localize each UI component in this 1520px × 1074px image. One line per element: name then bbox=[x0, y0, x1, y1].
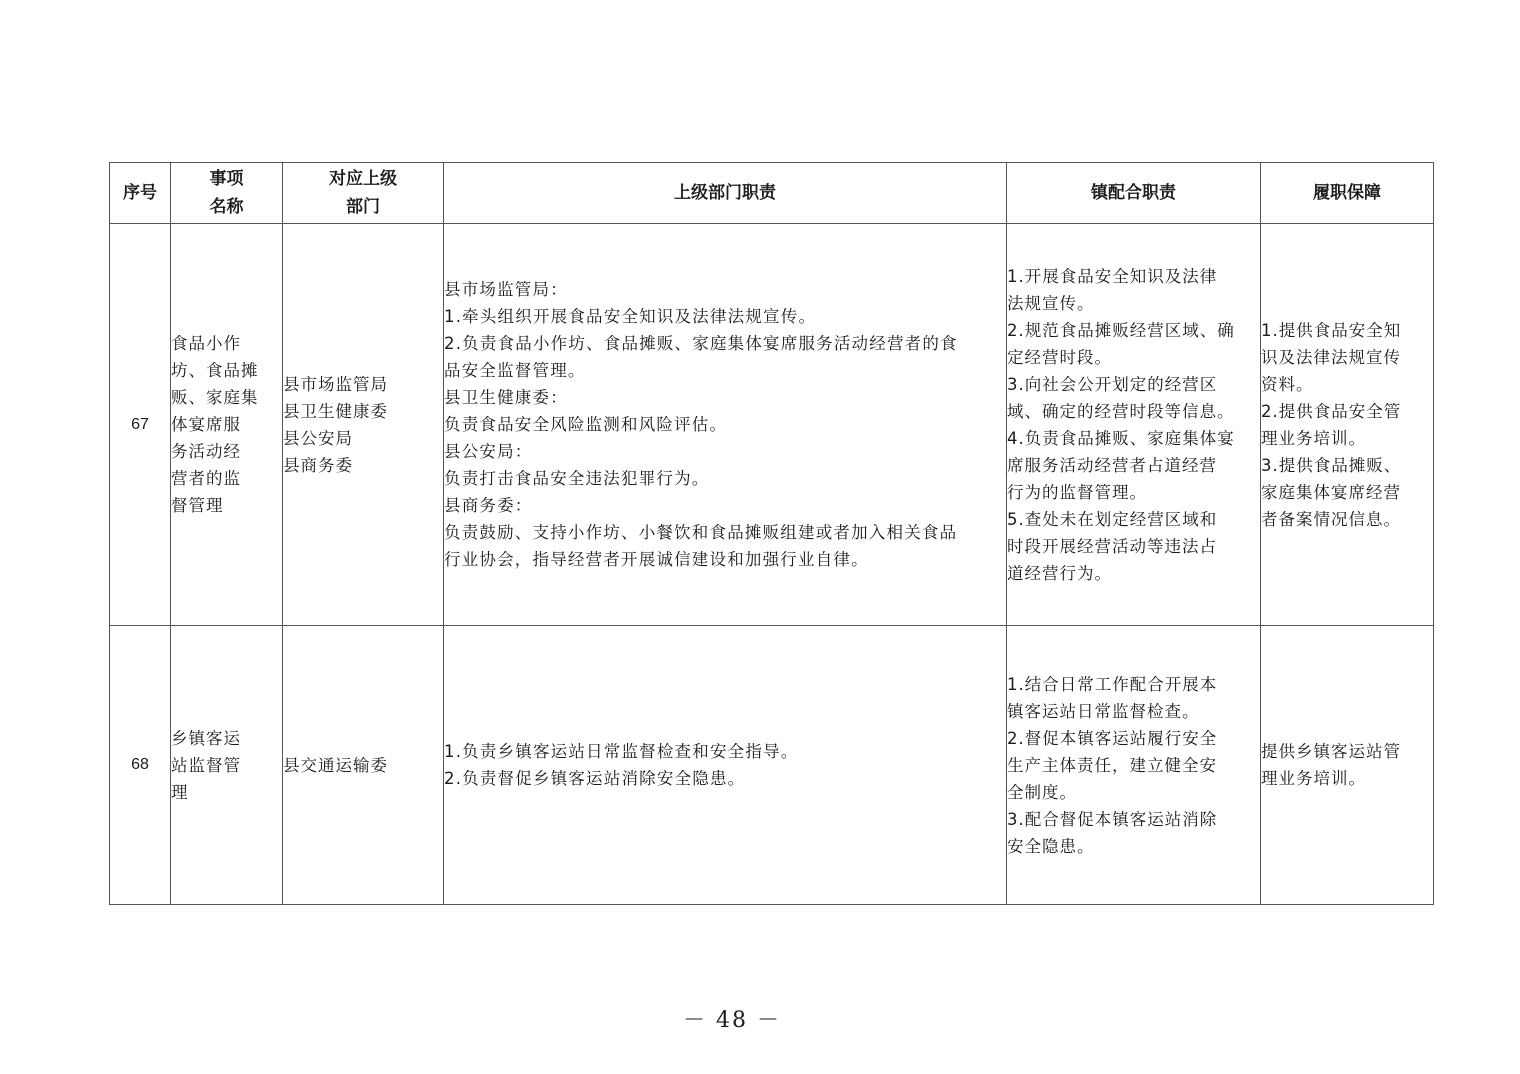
header-row bbox=[110, 163, 1434, 224]
row-upper-duty: 1.负责乡镇客运站日常监督检查和安全指导。 2.负责督促乡镇客运站消除安全隐患。 bbox=[444, 626, 1007, 905]
header-upper-duty: 上级部门职责 bbox=[444, 163, 1007, 224]
table-row bbox=[110, 224, 1434, 626]
header-upper-dept: 对应上级 部门 bbox=[283, 163, 444, 224]
row-upper-dept: 县市场监管局 县卫生健康委 县公安局 县商务委 bbox=[283, 224, 444, 626]
page-number: － 48 － bbox=[683, 1008, 781, 1033]
row-upper-dept: 县交通运输委 bbox=[283, 626, 444, 905]
row-guarantee: 1.提供食品安全知 识及法律法规宣传 资料。 2.提供食品安全管 理业务培训。 3.提供食品摊贩、 家庭集体宴席经营 者备案情况信息。 bbox=[1261, 224, 1434, 626]
row-item-name: 食品小作 坊、食品摊 贩、家庭集 体宴席服 务活动经 营者的监 督管理 bbox=[171, 224, 283, 626]
row-upper-duty: 县市场监管局： 1.牵头组织开展食品安全知识及法律法规宣传。 2.负责食品小作坊、食品摊贩、家庭集体宴席服务活动经营者的食 品安全监督管理。 县卫生健康委： 负责食品安全风险监测和风险评估。 县公安局： 负责打击食品安全违法犯罪行为。 县商务委： 负责鼓励、支持小作坊、小餐饮和食品摊贩组建或者加入相关食品 行业协会，指导经营者开展诚信建设和加强行业自律。 bbox=[444, 224, 1007, 626]
header-town-duty: 镇配合职责 bbox=[1007, 163, 1261, 224]
header-seq: 序号 bbox=[110, 163, 171, 224]
row-town-duty: 1.结合日常工作配合开展本 镇客运站日常监督检查。 2.督促本镇客运站履行安全 生产主体责任，建立健全安 全制度。 3.配合督促本镇客运站消除 安全隐患。 bbox=[1007, 626, 1261, 905]
row-town-duty: 1.开展食品安全知识及法律 法规宣传。 2.规范食品摊贩经营区域、确 定经营时段。 3.向社会公开划定的经营区 域、确定的经营时段等信息。 4.负责食品摊贩、家庭集体宴 席服务活动经营者占道经营 行为的监督管理。 5.查处未在划定经营区域和 时段开展经营活动等违法占 道经营行为。 bbox=[1007, 224, 1261, 626]
row-guarantee: 提供乡镇客运站管 理业务培训。 bbox=[1261, 626, 1434, 905]
header-guarantee: 履职保障 bbox=[1261, 163, 1434, 224]
table-row bbox=[110, 626, 1434, 905]
row-item-name: 乡镇客运 站监督管 理 bbox=[171, 626, 283, 905]
header-item-name: 事项 名称 bbox=[171, 163, 283, 224]
row-seq: 67 bbox=[110, 224, 171, 626]
duty-table bbox=[109, 162, 1434, 905]
row-seq: 68 bbox=[110, 626, 171, 905]
